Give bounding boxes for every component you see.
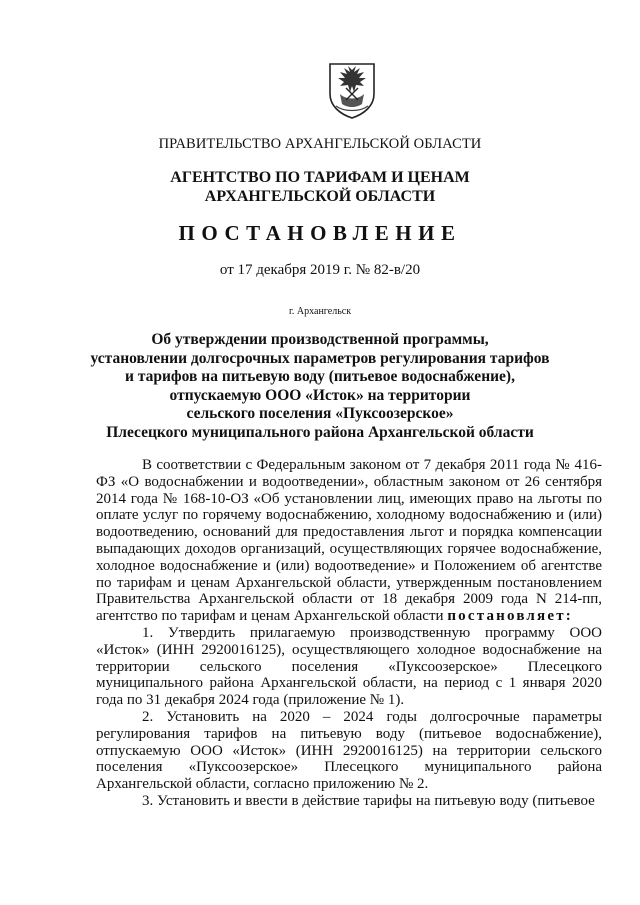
city: г. Архангельск xyxy=(288,306,352,317)
preamble-text: В соответствии с Федеральным законом от 7 декабря 2011 года № 416-ФЗ «О водоснабжении и водоотведении», областным законом от 26 сентября 2014 года № 168-10-ОЗ «Об установлении лиц, имеющих право на льготы по оплате услуг по горячему водоснабжению, холодному водоснабжению и (или) водоотведению, оснований для предоставления льгот и порядка компенсации выпадающих доходов организаций, осуществляющих горячее водоснабжение, холодное водоснабжение и (или) водоотведение» и Положением об агентстве по тарифам и ценам Архангельской области, утвержденным постановлением Правительства Архангельской области от 18 декабря 2009 года N 214-пп, агентство по тарифам и ценам Архангельской области xyxy=(96,457,602,625)
document-body xyxy=(96,457,602,810)
item-1: 1. Утвердить прилагаемую производственную программу ООО «Исток» (ИНН 2920016125), осуществляющего холодное водоснабжение на территории сельского поселения «Пуксоозерское» Плесецкого муниципального района Архангельской области, на период с 1 января 2020 года по 31 декабря 2024 года (приложение № 1). xyxy=(96,624,602,709)
date-number: от 17 декабря 2019 г. № 82-в/20 xyxy=(219,262,421,278)
resolves-word: постановляет: xyxy=(447,608,573,625)
agency-name xyxy=(0,168,640,206)
subject-line6: Плесецкого муниципального района Архангельской области xyxy=(106,423,534,441)
government-name: ПРАВИТЕЛЬСТВО АРХАНГЕЛЬСКОЙ ОБЛАСТИ xyxy=(158,136,482,152)
agency-name-line2: АРХАНГЕЛЬСКОЙ ОБЛАСТИ xyxy=(204,188,436,205)
arkhangelsk-coat-of-arms-icon xyxy=(326,60,378,120)
subject-line4: отпускаемую ООО «Исток» на территории xyxy=(169,386,471,404)
subject-line5: сельского поселения «Пуксоозерское» xyxy=(186,405,454,422)
item-2: 2. Установить на 2020 – 2024 годы долгосрочные параметры регулирования тарифов на питьевую воду (питьевое водоснабжение), отпускаемую ООО «Исток» (ИНН 2920016125) на территории сельского поселения «Пуксоозерское» Плесецкого муниципального района Архангельской области, согласно приложению № 2. xyxy=(96,708,602,793)
document-subject xyxy=(0,331,640,442)
document-type: ПОСТАНОВЛЕНИЕ xyxy=(178,221,462,245)
subject-line1: Об утверждении производственной программы, xyxy=(151,331,489,348)
agency-name-line1: АГЕНТСТВО ПО ТАРИФАМ И ЦЕНАМ xyxy=(170,169,470,186)
subject-line2: установлении долгосрочных параметров регулирования тарифов xyxy=(90,349,550,367)
subject-line3: и тарифов на питьевую воду (питьевое водоснабжение), xyxy=(125,368,515,385)
preamble-paragraph xyxy=(96,457,602,625)
item-3: 3. Установить и ввести в действие тарифы на питьевую воду (питьевое xyxy=(142,792,595,809)
